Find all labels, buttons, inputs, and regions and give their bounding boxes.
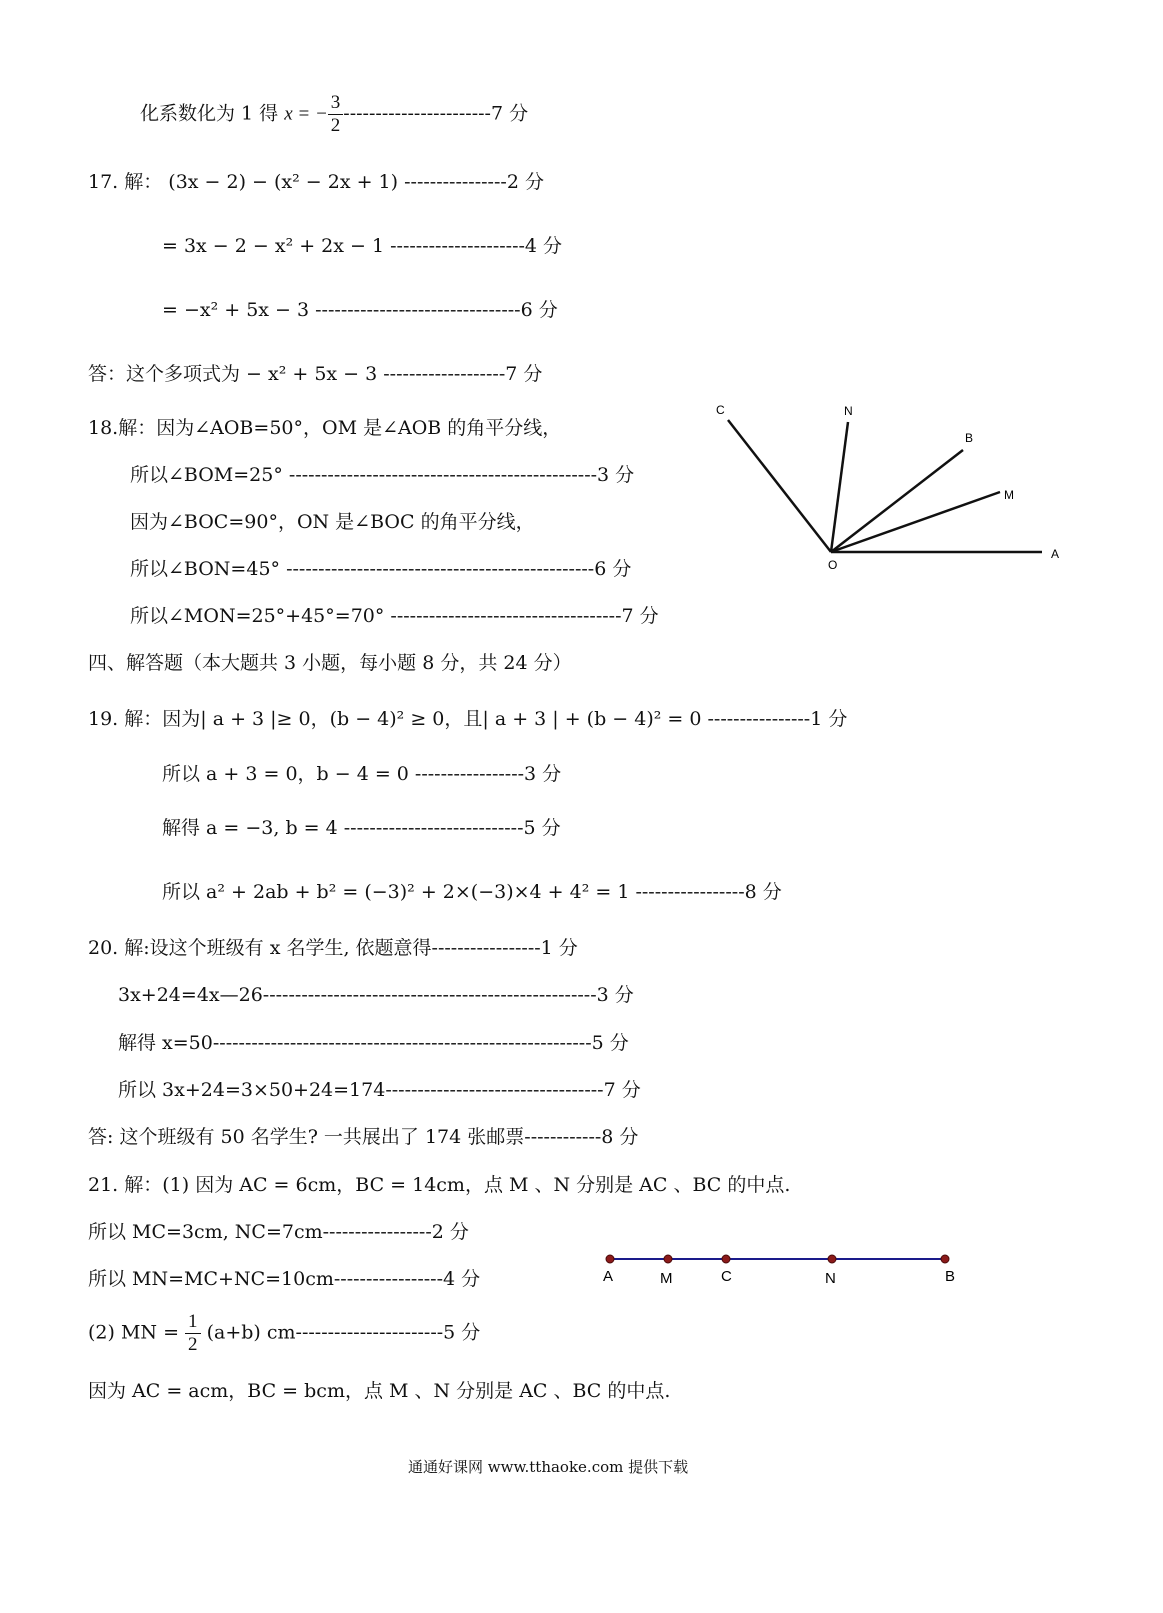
segment-figure	[595, 1245, 975, 1295]
angle-figure	[700, 395, 1080, 575]
line-q21-step1: 所以 MC=3cm, NC=7cm-----------------2 分	[88, 1221, 469, 1243]
line-q17-step2: = 3x − 2 − x² + 2x − 1 ---------------------4 分	[162, 235, 563, 257]
page-footer: 通通好课网 www.tthaoke.com 提供下载	[408, 1458, 689, 1476]
line-q18-mon: 所以∠MON=25°+45°=70° ------------------------------------7 分	[130, 605, 659, 627]
line-q17-step3: = −x² + 5x − 3 --------------------------------6 分	[162, 299, 558, 321]
line-q20-compute: 所以 3x+24=3×50+24=174----------------------------------7 分	[118, 1079, 641, 1101]
line-q18-bon: 所以∠BON=45° ------------------------------------------------6 分	[130, 558, 632, 580]
line-q19-step3: 所以 a² + 2ab + b² = (−3)² + 2×(−3)×4 + 4² = 1 -----------------8 分	[162, 881, 782, 903]
line-q20-solve: 解得 x=50-----------------------------------------------------------5 分	[118, 1032, 629, 1054]
label-c: C	[716, 403, 725, 417]
ray-oc	[728, 420, 831, 552]
line-q19-step1: 所以 a + 3 = 0，b − 4 = 0 -----------------3 分	[162, 763, 562, 785]
line-q18-intro: 18.解：因为∠AOB=50°，OM 是∠AOB 的角平分线，	[88, 417, 562, 439]
line-q19-step2: 解得 a = −3, b = 4 ----------------------------5 分	[162, 817, 561, 839]
fraction-half: $\frac{1}{2}$	[185, 1311, 201, 1356]
line-q20-answer: 答: 这个班级有 50 名学生? 一共展出了 174 张邮票------------8 分	[88, 1126, 639, 1148]
section-heading: 四、解答题（本大题共 3 小题，每小题 8 分，共 24 分）	[88, 652, 572, 674]
point-m	[664, 1255, 672, 1263]
line-coefficient: 化系数化为 1 得 x = − $\frac{3}{2}$ -----------------------7 分	[140, 92, 529, 136]
label-seg-n: N	[825, 1270, 836, 1287]
line-q17-step1: 17. 解： (3x − 2) − (x² − 2x + 1) ----------------2 分	[88, 171, 544, 193]
point-a	[606, 1255, 614, 1263]
line-q20-equation: 3x+24=4x—26----------------------------------------------------3 分	[118, 984, 634, 1006]
line-q18-bom: 所以∠BOM=25° ------------------------------------------------3 分	[130, 464, 635, 486]
label-seg-b: B	[945, 1268, 956, 1285]
ray-on	[831, 422, 848, 552]
line-q21-part2: (2) MN = $\frac{1}{2}$ (a+b) cm-----------------------5 分	[88, 1311, 481, 1355]
line-q21-step2: 所以 MN=MC+NC=10cm-----------------4 分	[88, 1268, 481, 1290]
label-seg-m: M	[660, 1270, 673, 1287]
line-q21-intro: 21. 解：(1) 因为 AC = 6cm，BC = 14cm，点 M 、N 分别是 AC 、BC 的中点.	[88, 1174, 791, 1196]
label-a: A	[1051, 547, 1060, 561]
point-b	[941, 1255, 949, 1263]
line-q18-boc: 因为∠BOC=90°，ON 是∠BOC 的角平分线，	[130, 511, 535, 533]
ray-ob	[831, 450, 963, 552]
label-n: N	[844, 404, 853, 418]
point-n	[828, 1255, 836, 1263]
line-q17-answer: 答：这个多项式为 − x² + 5x − 3 -------------------7 分	[88, 363, 543, 385]
ray-om	[831, 492, 1000, 552]
label-seg-a: A	[603, 1268, 614, 1285]
point-c	[722, 1255, 730, 1263]
label-m: M	[1004, 488, 1014, 502]
label-b: B	[965, 431, 974, 445]
line-q20-intro: 20. 解:设这个班级有 x 名学生, 依题意得-----------------1 分	[88, 937, 578, 959]
label-o: O	[828, 558, 838, 572]
line-q19-intro: 19. 解：因为| a + 3 |≥ 0，(b − 4)² ≥ 0，且| a + 3 | + (b − 4)² = 0 ----------------1 分	[88, 708, 848, 730]
line-q21-part2-reason: 因为 AC = acm，BC = bcm，点 M 、N 分别是 AC 、BC 的中点.	[88, 1380, 671, 1402]
label-seg-c: C	[721, 1268, 732, 1285]
fraction: $\frac{3}{2}$	[328, 92, 344, 137]
